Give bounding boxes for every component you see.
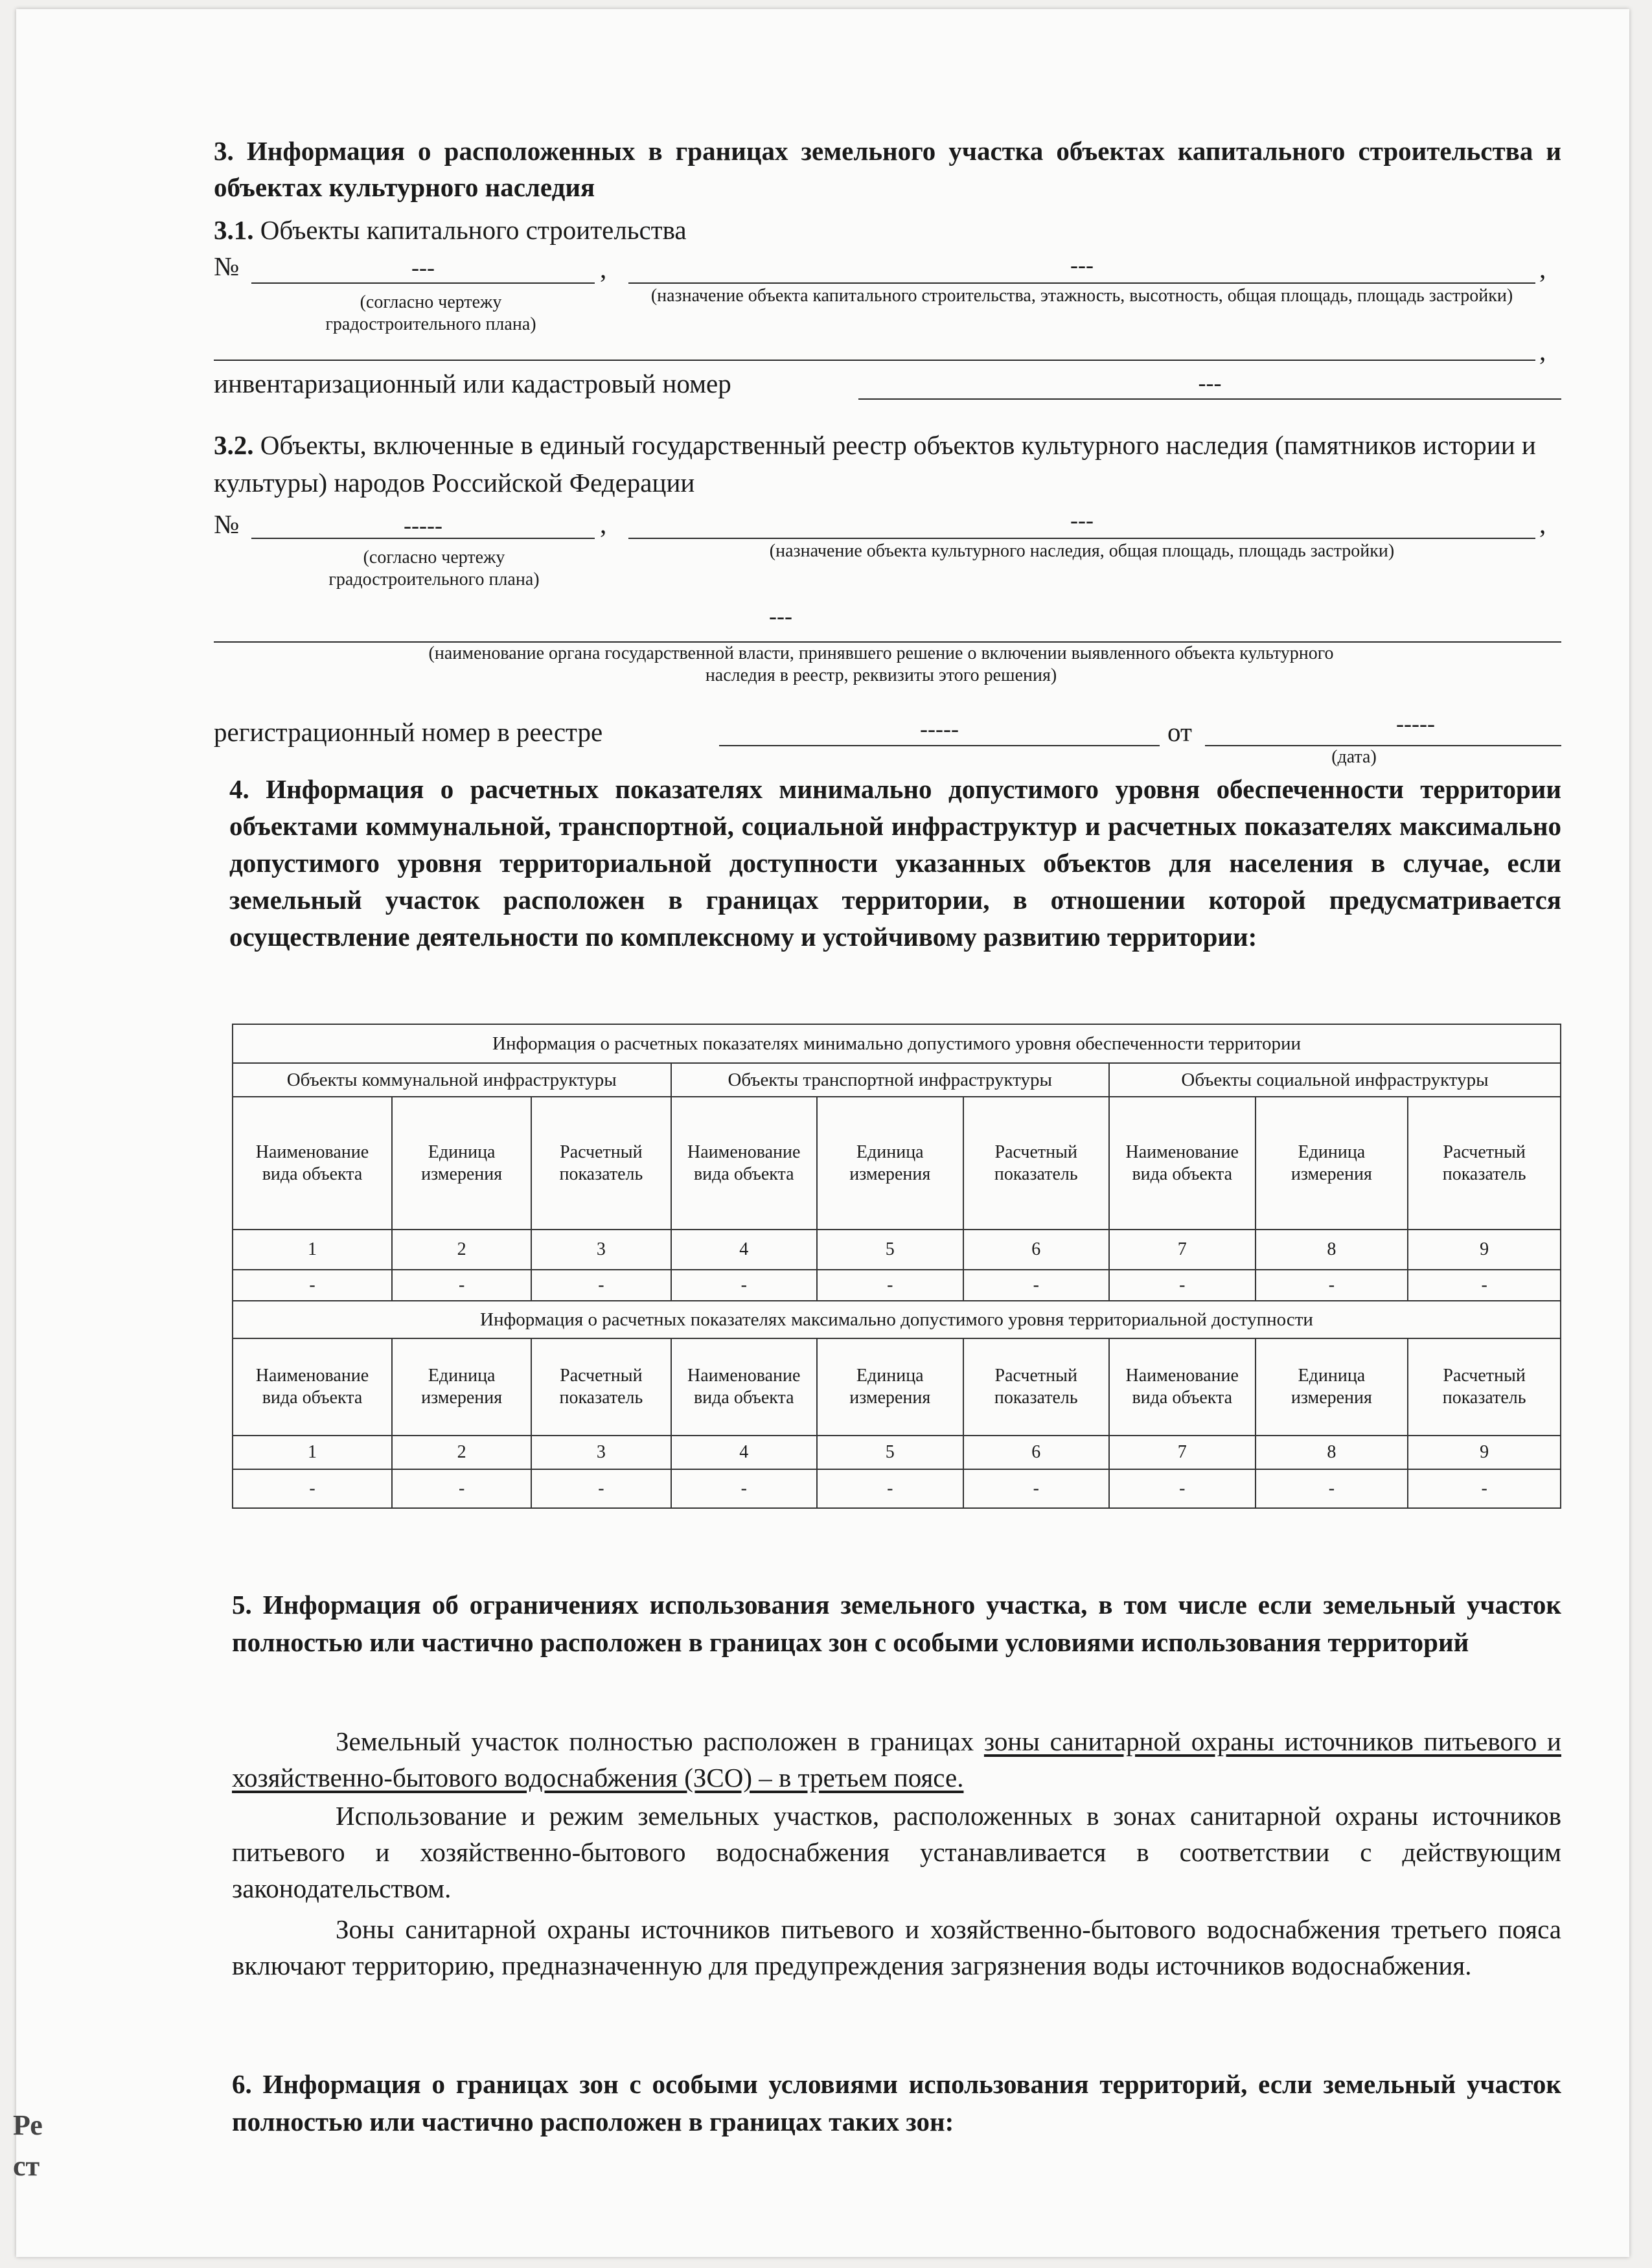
col-number: 2 [392, 1436, 531, 1469]
col-header: Наименование вида объекта [233, 1338, 392, 1436]
comma: , [600, 254, 607, 284]
col-number: 8 [1256, 1436, 1408, 1469]
section-5-paragraph-1 [232, 1723, 1561, 1796]
col-header: Наименование вида объекта [1109, 1338, 1256, 1436]
caption-capital-purpose: (назначение объекта капитального строительства, этажность, высотность, общая площадь, площадь застройки) [650, 286, 1513, 306]
section-3-1-title [214, 212, 687, 247]
col-header: Расчетный показатель [963, 1338, 1110, 1436]
group-transport: Объекты транспортной инфраструктуры [671, 1063, 1110, 1097]
col-number: 1 [233, 1436, 392, 1469]
col-header: Единица измерения [817, 1338, 963, 1436]
table-cell: - [1256, 1469, 1408, 1508]
section-3-1-text: Объекты капитального строительства [260, 215, 687, 245]
table-cell: - [671, 1469, 818, 1508]
section-3-title: 3. Информация о расположенных в границах земельного участка объектах капитального строительства и объектах культурного наследия [214, 136, 1561, 202]
col-header: Единица измерения [817, 1097, 963, 1230]
table-cell: - [671, 1270, 818, 1301]
col-number: 9 [1408, 1230, 1561, 1270]
table-cell: - [1408, 1270, 1561, 1301]
authority-value: --- [769, 603, 792, 629]
col-number: 1 [233, 1230, 392, 1270]
drawing-number-value: --- [411, 255, 435, 281]
col-header: Единица измерения [392, 1097, 531, 1230]
table-cell: - [1109, 1270, 1256, 1301]
table-cell: - [233, 1469, 392, 1508]
from-label: от [1167, 717, 1192, 747]
inventory-value: --- [1198, 370, 1222, 396]
table-cell: - [531, 1469, 671, 1508]
field-line [858, 398, 1561, 400]
col-number: 4 [671, 1230, 818, 1270]
group-social: Объекты социальной инфраструктуры [1109, 1063, 1561, 1097]
col-number: 5 [817, 1436, 963, 1469]
table-cell: - [1109, 1469, 1256, 1508]
table-cell: - [963, 1270, 1110, 1301]
heritage-purpose-value: --- [1070, 507, 1094, 533]
col-number: 5 [817, 1230, 963, 1270]
caption-heritage-purpose: (назначение объекта культурного наследия, общая площадь, площадь застройки) [769, 541, 1395, 561]
col-header: Наименование вида объекта [1109, 1097, 1256, 1230]
col-header: Единица измерения [1256, 1097, 1408, 1230]
zone-name-underlined: зоны санитарной охраны источников питьевого и хозяйственно-бытового водоснабжения (ЗСО) – в третьем поясе. [232, 1726, 1561, 1793]
field-line [214, 360, 1535, 361]
edge-fragment-1: Ре [13, 2109, 43, 2141]
col-header: Единица измерения [392, 1338, 531, 1436]
section-6-title: 6. Информация о границах зон с особыми условиями использования территорий, если земельный участок полностью или частично расположен в границах таких зон: [232, 2069, 1561, 2136]
comma: , [1539, 509, 1546, 539]
col-header: Расчетный показатель [531, 1097, 671, 1230]
registry-number-value: ----- [920, 716, 959, 742]
col-number: 7 [1109, 1230, 1256, 1270]
heritage-drawing-number-value: ----- [404, 512, 442, 538]
table-cell: - [233, 1270, 392, 1301]
col-header: Расчетный показатель [963, 1097, 1110, 1230]
num-sign: № [214, 509, 240, 539]
table-cell: - [392, 1270, 531, 1301]
section-3-2-title [214, 426, 1561, 501]
caption-authority: (наименование органа государственной власти, принявшего решение о включении выявленного объекта культурного наследия в реестр, реквизиты этого решения) [428, 643, 1334, 685]
comma: , [1539, 254, 1546, 284]
section-3-2-text: Объекты, включенные в единый государственный реестр объектов культурного наследия (памятников истории и культуры) народов Российской Федерации [214, 430, 1536, 498]
caption-drawing: (согласно чертежу градостроительного плана) [328, 547, 540, 590]
col-header: Наименование вида объекта [671, 1338, 818, 1436]
col-number: 3 [531, 1436, 671, 1469]
col-header: Наименование вида объекта [671, 1097, 818, 1230]
capital-object-purpose-value: --- [1070, 252, 1094, 278]
field-line [628, 282, 1535, 284]
table-cell: - [1408, 1469, 1561, 1508]
col-number: 8 [1256, 1230, 1408, 1270]
section-3-2-number: 3.2. [214, 430, 254, 460]
col-header: Расчетный показатель [531, 1338, 671, 1436]
group-communal: Объекты коммунальной инфраструктуры [233, 1063, 671, 1097]
registry-number-label: регистрационный номер в реестре [214, 717, 603, 747]
table-cell: - [531, 1270, 671, 1301]
col-number: 6 [963, 1436, 1110, 1469]
col-number: 7 [1109, 1436, 1256, 1469]
col-number: 9 [1408, 1436, 1561, 1469]
max-accessibility-table-title: Информация о расчетных показателях максимально допустимого уровня территориальной доступности [233, 1301, 1561, 1338]
col-header: Расчетный показатель [1408, 1097, 1561, 1230]
caption-date: (дата) [1331, 747, 1377, 767]
edge-fragment-2: ст [13, 2150, 40, 2182]
comma: , [600, 509, 607, 539]
table-cell: - [817, 1270, 963, 1301]
table-cell: - [817, 1469, 963, 1508]
caption-drawing: (согласно чертежу градостроительного плана) [325, 292, 536, 334]
col-header: Расчетный показатель [1408, 1338, 1561, 1436]
min-provision-table-title: Информация о расчетных показателях минимально допустимого уровня обеспеченности территории [233, 1024, 1561, 1063]
col-header: Наименование вида объекта [233, 1097, 392, 1230]
table-cell: - [1256, 1270, 1408, 1301]
inventory-label: инвентаризационный или кадастровый номер [214, 369, 731, 398]
col-header: Единица измерения [1256, 1338, 1408, 1436]
field-line [251, 282, 595, 284]
registry-date-value: ----- [1396, 711, 1435, 737]
section-5-paragraph-2: Использование и режим земельных участков, расположенных в зонах санитарной охраны источников питьевого и хозяйственно-бытового водоснабжения устанавливается в соответствии с действующим законодательством. [232, 1801, 1561, 1903]
num-sign: № [214, 251, 240, 281]
col-number: 6 [963, 1230, 1110, 1270]
comma: , [1539, 336, 1546, 366]
section-5-paragraph-3: Зоны санитарной охраны источников питьевого и хозяйственно-бытового водоснабжения третьего пояса включают территорию, предназначенную для предупреждения загрязнения воды источников водоснабжения. [232, 1914, 1561, 1980]
table-cell: - [392, 1469, 531, 1508]
col-number: 2 [392, 1230, 531, 1270]
table-cell: - [963, 1469, 1110, 1508]
section-3-1-number: 3.1. [214, 215, 254, 245]
field-line [628, 538, 1535, 539]
col-number: 3 [531, 1230, 671, 1270]
section-5-title: 5. Информация об ограничениях использования земельного участка, в том числе если земельный участок полностью или частично расположен в границах зон с особыми условиями использования территорий [232, 1590, 1561, 1657]
col-number: 4 [671, 1436, 818, 1469]
field-line [719, 745, 1160, 746]
zone-location-text: Земельный участок полностью расположен в границах [336, 1726, 984, 1756]
section-4-title: 4. Информация о расчетных показателях минимально допустимого уровня обеспеченности территории объектами коммунальной, транспортной, социальной инфраструктур и расчетных показателях максимально допустимого уровня территориальной доступности указанных объектов для населения в случае, если земельный участок расположен в границах территории, в отношении которой предусматривается осуществление деятельности по комплексному и устойчивому развитию территории: [229, 774, 1561, 952]
min-provision-table [232, 1024, 1561, 1509]
